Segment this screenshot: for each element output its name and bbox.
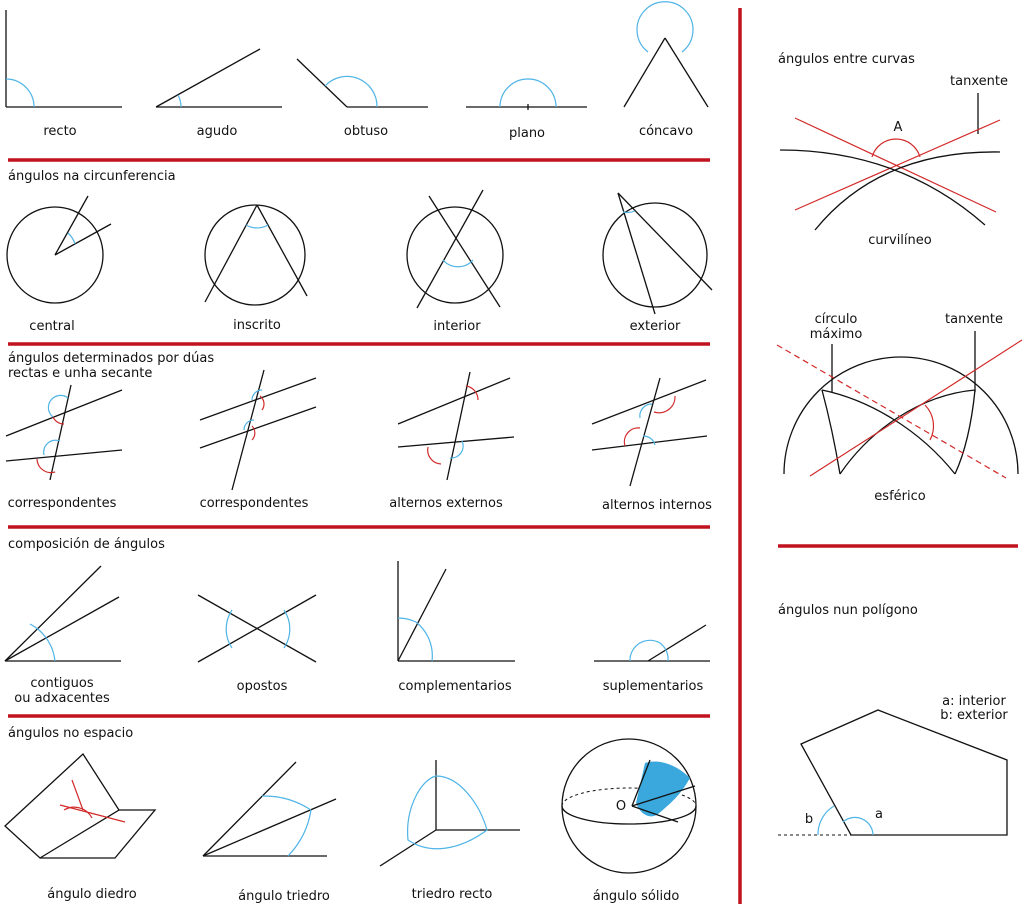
label-point-a: A xyxy=(893,120,903,135)
angle-opostos-figure xyxy=(198,595,316,662)
label-triedro: ángulo triedro xyxy=(238,889,330,904)
angle-alternos-internos-figure xyxy=(592,378,707,486)
angle-plano-figure xyxy=(466,79,587,110)
angle-complementarios-figure xyxy=(398,561,515,661)
section-title-composition: composición de ángulos xyxy=(8,537,165,552)
legend-interior: a: interior xyxy=(942,694,1006,709)
legend-exterior: b: exterior xyxy=(940,708,1008,723)
label-opostos: opostos xyxy=(236,679,288,694)
label-curvilineo: curvilíneo xyxy=(868,233,932,248)
section-title-space: ángulos no espacio xyxy=(8,726,134,741)
label-tanxente-spherical: tanxente xyxy=(945,312,1003,327)
label-interior: interior xyxy=(433,319,481,334)
angle-esferico-figure xyxy=(777,340,1022,478)
section-title-curves: ángulos entre curvas xyxy=(778,52,915,67)
label-plano: plano xyxy=(508,126,546,141)
label-contiguos-line1: contiguos xyxy=(30,676,94,691)
angle-inscrito-figure xyxy=(205,205,307,305)
label-alternos-internos: alternos internos xyxy=(602,498,712,513)
angle-alternos-externos-figure xyxy=(398,372,514,480)
label-circulo-line1: círculo xyxy=(814,312,858,327)
label-recto: recto xyxy=(43,124,77,139)
label-inscrito: inscrito xyxy=(233,318,281,333)
label-triedro-recto: triedro recto xyxy=(411,887,493,902)
angle-recto-figure xyxy=(6,10,122,107)
label-alternos-externos: alternos externos xyxy=(389,496,503,511)
angle-concavo-figure xyxy=(624,2,708,107)
angle-correspondentes-1-figure xyxy=(6,385,122,480)
angle-suplementarios-figure xyxy=(594,625,710,661)
angle-solido-figure xyxy=(562,739,696,873)
label-tanxente-curves: tanxente xyxy=(950,74,1008,89)
label-concavo: cóncavo xyxy=(638,124,694,139)
section-title-secant-line2: rectas e unha secante xyxy=(8,366,153,381)
label-central: central xyxy=(29,319,75,334)
section-title-secant-line1: ángulos determinados por dúas xyxy=(8,351,215,366)
label-point-o: O xyxy=(615,799,627,814)
label-exterior: exterior xyxy=(629,319,681,334)
angle-triedro-figure xyxy=(203,762,336,856)
label-correspondentes-2: correspondentes xyxy=(199,496,309,511)
label-agudo: agudo xyxy=(196,124,238,139)
section-title-polygon: ángulos nun polígono xyxy=(778,603,918,618)
angle-triedro-recto-figure xyxy=(380,760,520,866)
label-diedro: ángulo diedro xyxy=(47,887,137,902)
label-complementarios: complementarios xyxy=(398,679,512,694)
label-interior-a: a xyxy=(875,807,883,822)
angle-obtuso-figure xyxy=(297,59,428,107)
label-contiguos-line2: ou adxacentes xyxy=(14,691,110,706)
label-solido: ángulo sólido xyxy=(592,889,680,904)
angle-contiguos-figure xyxy=(5,566,121,661)
angle-interior-figure xyxy=(407,190,503,308)
angle-correspondentes-2-figure xyxy=(200,370,316,490)
label-esferico: esférico xyxy=(874,489,926,504)
label-exterior-b: b xyxy=(804,812,814,827)
angle-exterior-figure xyxy=(603,193,712,314)
angle-diedro-figure xyxy=(5,754,155,858)
angle-curvilineo-figure xyxy=(780,118,1000,230)
label-circulo-line2: máximo xyxy=(809,327,863,342)
angle-agudo-figure xyxy=(156,49,282,107)
label-correspondentes-1: correspondentes xyxy=(7,496,117,511)
label-suplementarios: suplementarios xyxy=(602,679,704,694)
section-title-circumference: ángulos na circunferencia xyxy=(8,169,176,184)
label-obtuso: obtuso xyxy=(343,124,389,139)
angle-central-figure xyxy=(7,196,111,303)
